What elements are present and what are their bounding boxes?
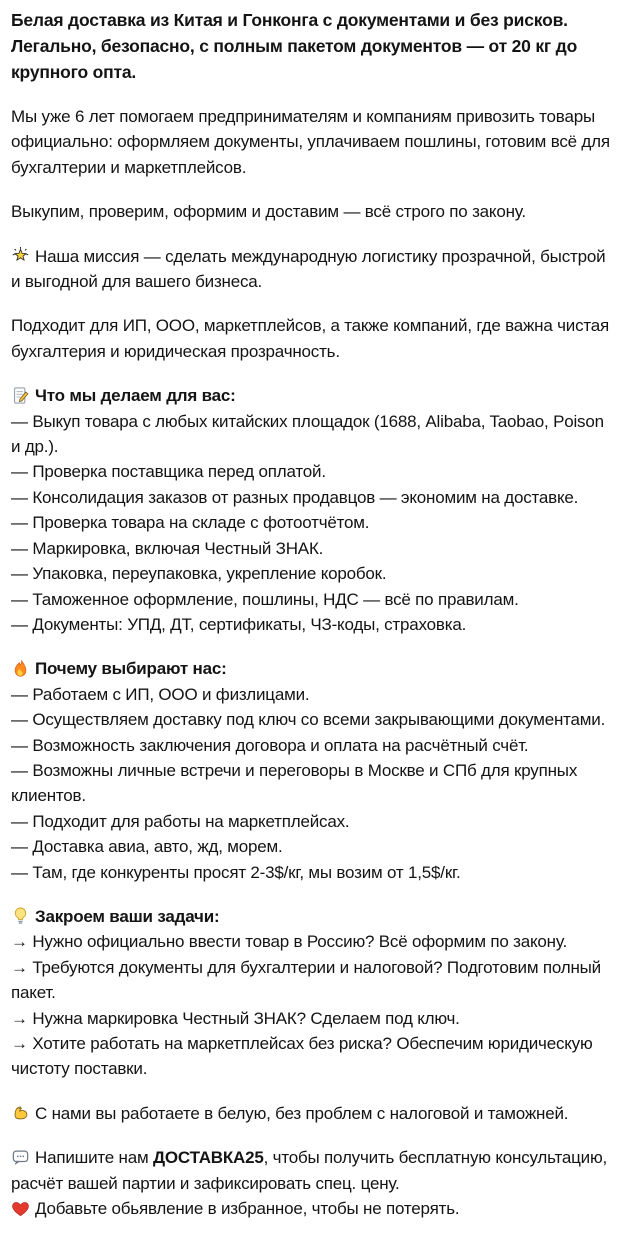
cta-line [11, 1145, 614, 1196]
why-us-item: — Возможны личные встречи и переговоры в Москве и СПб для крупных клиентов. [11, 760, 578, 806]
mission-text: Наша миссия — сделать международную логистику прозрачной, быстрой и выгодной для вашего бизнеса. [11, 246, 606, 292]
closing-block [11, 1145, 614, 1221]
service-item: — Упаковка, переупаковка, укрепление коробок. [11, 564, 387, 584]
why-us-item: — Там, где конкуренты просят 2-3$/кг, мы возим от 1,5$/кг. [11, 862, 461, 882]
paragraph-experience: Мы уже 6 лет помогаем предпринимателям и компаниям привозить товары официально: оформляем документы, уплачиваем пошлины, готовим всё для бухгалтерии и маркетплейсов. [11, 107, 610, 177]
section-why-us [11, 656, 614, 885]
paragraph-mission [11, 244, 614, 295]
section-services-heading-text: Что мы делаем для вас: [35, 386, 236, 406]
service-item: — Документы: УПД, ДТ, сертификаты, ЧЗ-коды, страховка. [11, 614, 467, 634]
section-why-us-heading-text: Почему выбирают нас: [35, 659, 227, 679]
cta-suffix: , чтобы получить бесплатную консультацию, расчёт вашей партии и зафиксировать спец. цену. [11, 1148, 608, 1193]
task-item: → Хотите работать на маркетплейсах без риска? Обеспечим юридическую чистоту поставки. [11, 1034, 593, 1079]
why-us-item: — Работаем с ИП, ООО и физлицами. [11, 684, 310, 704]
section-services-heading [11, 383, 614, 408]
paragraph-fit: Подходит для ИП, ООО, маркетплейсов, а также компаний, где важна чистая бухгалтерия и юридическая прозрачность. [11, 316, 610, 361]
section-services [11, 383, 614, 637]
why-us-item: — Осуществляем доставку под ключ со всеми закрывающими документами. [11, 710, 606, 730]
service-item: — Проверка поставщика перед оплатой. [11, 462, 326, 482]
fire-icon [11, 659, 30, 678]
why-us-item: — Возможность заключения договора и оплата на расчётный счёт. [11, 735, 529, 755]
service-item: — Маркировка, включая Честный ЗНАК. [11, 538, 324, 558]
listing-title: Белая доставка из Китая и Гонконга с документами и без рисков. Легально, безопасно, с полным пакетом документов — от 20 кг до крупного опта. [11, 10, 578, 82]
task-item: → Требуются документы для бухгалтерии и налоговой? Подготовим полный пакет. [11, 957, 601, 1003]
paragraph-white-work [11, 1101, 614, 1126]
red-heart-icon [11, 1199, 30, 1218]
glowing-star-icon [11, 246, 30, 265]
why-us-item: — Подходит для работы на маркетплейсах. [11, 811, 350, 831]
cta-prefix: Напишите нам [35, 1148, 153, 1168]
service-item: — Проверка товара на складе с фотоотчётом. [11, 513, 370, 533]
section-tasks-heading-text: Закроем ваши задачи: [35, 906, 220, 926]
service-item: — Таможенное оформление, пошлины, НДС — всё по правилам. [11, 589, 519, 609]
task-item: → Нужна маркировка Честный ЗНАК? Сделаем под ключ. [11, 1008, 460, 1028]
favorite-line [11, 1196, 614, 1221]
cta-code: ДОСТАВКА25 [153, 1148, 264, 1168]
section-why-us-heading [11, 656, 614, 681]
section-tasks-heading [11, 904, 614, 929]
paragraph-promise: Выкупим, проверим, оформим и доставим — всё строго по закону. [11, 202, 526, 222]
service-item: — Консолидация заказов от разных продавцов — экономим на доставке. [11, 487, 579, 507]
light-bulb-icon [11, 906, 30, 925]
service-item: — Выкуп товара с любых китайских площадок (1688, Alibaba, Taobao, Poison и др.). [11, 411, 604, 457]
flexed-biceps-icon [11, 1103, 30, 1122]
why-us-item: — Доставка авиа, авто, жд, морем. [11, 837, 283, 857]
section-tasks [11, 904, 614, 1082]
memo-icon [11, 386, 30, 405]
white-work-text: С нами вы работаете в белую, без проблем с налоговой и таможней. [35, 1103, 569, 1123]
speech-balloon-icon [11, 1148, 30, 1167]
task-item: → Нужно официально ввести товар в Россию? Всё оформим по закону. [11, 932, 567, 952]
favorite-text: Добавьте обьявление в избранное, чтобы не потерять. [35, 1199, 460, 1219]
